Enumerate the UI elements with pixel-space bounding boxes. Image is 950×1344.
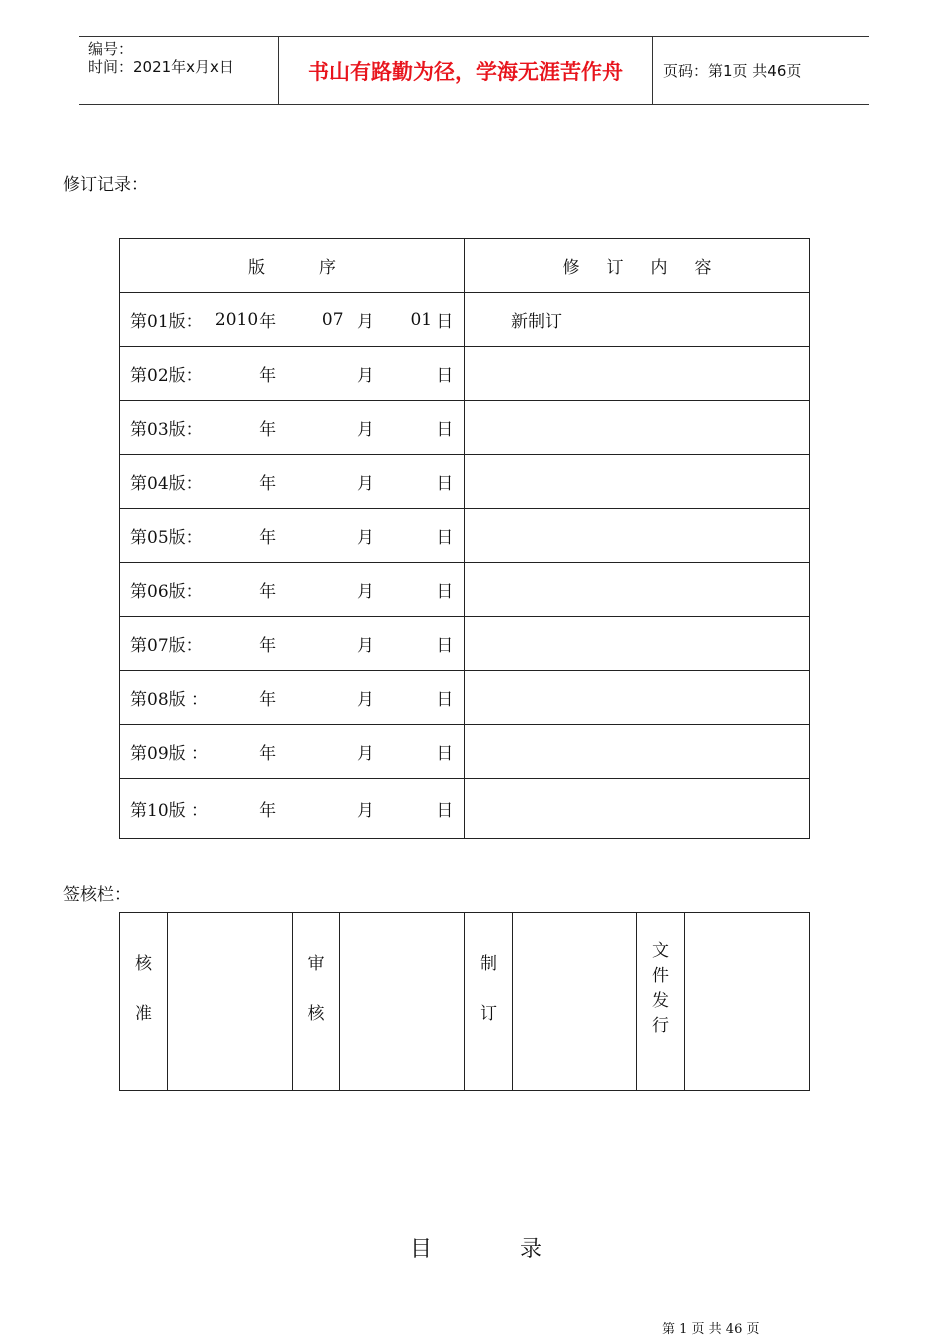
content-cell [465, 509, 810, 563]
version-label: 第01版： [130, 312, 203, 332]
revision-row [120, 617, 810, 671]
version-cell [120, 617, 465, 671]
month-value: 07 [321, 309, 344, 330]
year-char: 年 [259, 312, 277, 332]
review-signature-cell[interactable] [340, 913, 465, 1091]
review-label-char: 核 [307, 1004, 325, 1024]
content-cell [465, 671, 810, 725]
issue-label-char: 行 [652, 1016, 669, 1036]
year-char: 年 [259, 690, 277, 710]
version-label: 第05版： [130, 528, 203, 548]
review-label [293, 913, 340, 1091]
revision-row [120, 455, 810, 509]
year-char: 年 [259, 636, 277, 656]
column-header-content: 修 订 内 容 [465, 239, 810, 293]
year-value: 2010 [214, 309, 259, 330]
toc-heading-left: 目 [410, 1237, 433, 1262]
approve-label-char: 准 [135, 1004, 152, 1024]
version-label: 第10版 ： [130, 801, 209, 821]
header-page-info: 页码：第1页 共46页 [663, 62, 802, 80]
month-char: 月 [356, 690, 374, 710]
month-char: 月 [356, 528, 374, 548]
month-char: 月 [356, 420, 374, 440]
year-char: 年 [259, 801, 277, 821]
revision-table [119, 238, 810, 839]
revision-row [120, 779, 810, 839]
version-cell [120, 401, 465, 455]
toc-heading [410, 1232, 542, 1263]
month-char: 月 [356, 636, 374, 656]
day-char: 日 [436, 420, 454, 440]
month-char: 月 [356, 366, 374, 386]
month-char: 月 [356, 744, 374, 764]
issue-label-char: 件 [652, 966, 669, 986]
header-meta [79, 37, 279, 104]
version-cell [120, 725, 465, 779]
version-label: 第09版 ： [130, 744, 209, 764]
content-cell [465, 401, 810, 455]
issue-label [637, 913, 685, 1091]
version-label: 第02版： [130, 366, 203, 386]
year-char: 年 [259, 582, 277, 602]
revision-row [120, 293, 810, 347]
revision-row [120, 401, 810, 455]
page-header [79, 36, 869, 105]
revision-row [120, 347, 810, 401]
column-header-version: 版 序 [120, 239, 465, 293]
day-char: 日 [436, 366, 454, 386]
approve-label-char: 核 [135, 954, 152, 974]
signoff-title: 签核栏： [63, 885, 131, 905]
day-char: 日 [436, 528, 454, 548]
approve-signature-cell[interactable] [168, 913, 293, 1091]
version-label: 第03版： [130, 420, 203, 440]
day-char: 日 [436, 474, 454, 494]
day-char: 日 [436, 582, 454, 602]
version-cell [120, 455, 465, 509]
version-label: 第08版 ： [130, 690, 209, 710]
version-cell [120, 347, 465, 401]
version-cell [120, 509, 465, 563]
month-char: 月 [356, 312, 374, 332]
issue-signature-cell[interactable] [685, 913, 810, 1091]
month-char: 月 [356, 474, 374, 494]
content-cell [465, 563, 810, 617]
version-label: 第07版： [130, 636, 203, 656]
version-label: 第06版： [130, 582, 203, 602]
approve-label [120, 913, 168, 1091]
revision-row [120, 563, 810, 617]
month-char: 月 [356, 801, 374, 821]
draft-label [465, 913, 513, 1091]
day-char: 日 [436, 801, 454, 821]
page-footer: 第 1 页 共 46 页 [662, 1322, 760, 1337]
version-cell [120, 779, 465, 839]
content-cell [465, 347, 810, 401]
draft-label-char: 订 [480, 1004, 497, 1024]
version-cell [120, 671, 465, 725]
day-value: 01 [410, 309, 433, 330]
draft-signature-cell[interactable] [513, 913, 637, 1091]
version-cell [120, 293, 465, 347]
day-char: 日 [436, 744, 454, 764]
version-cell [120, 563, 465, 617]
header-motto: 书山有路勤为径，学海无涯苦作舟 [279, 37, 653, 104]
revision-row [120, 509, 810, 563]
day-char: 日 [436, 690, 454, 710]
year-char: 年 [259, 366, 277, 386]
doc-time-label: 时间：2021年x月x日 [88, 58, 234, 76]
content-cell: 新制订 [465, 293, 810, 347]
issue-label-char: 发 [652, 991, 669, 1011]
content-cell [465, 455, 810, 509]
month-char: 月 [356, 582, 374, 602]
review-label-char: 审 [307, 954, 325, 974]
year-char: 年 [259, 744, 277, 764]
draft-label-char: 制 [480, 954, 497, 974]
year-char: 年 [259, 528, 277, 548]
content-cell [465, 779, 810, 839]
content-cell [465, 617, 810, 671]
version-label: 第04版： [130, 474, 203, 494]
revision-row [120, 725, 810, 779]
day-char: 日 [436, 636, 454, 656]
revision-row [120, 671, 810, 725]
day-char: 日 [436, 312, 454, 332]
issue-label-char: 文 [652, 941, 669, 961]
doc-number-label: 编号： [88, 40, 134, 58]
year-char: 年 [259, 474, 277, 494]
content-cell [465, 725, 810, 779]
toc-heading-right: 录 [520, 1237, 543, 1262]
year-char: 年 [259, 420, 277, 440]
revision-title: 修订记录： [63, 175, 148, 195]
signoff-table [119, 912, 810, 1091]
